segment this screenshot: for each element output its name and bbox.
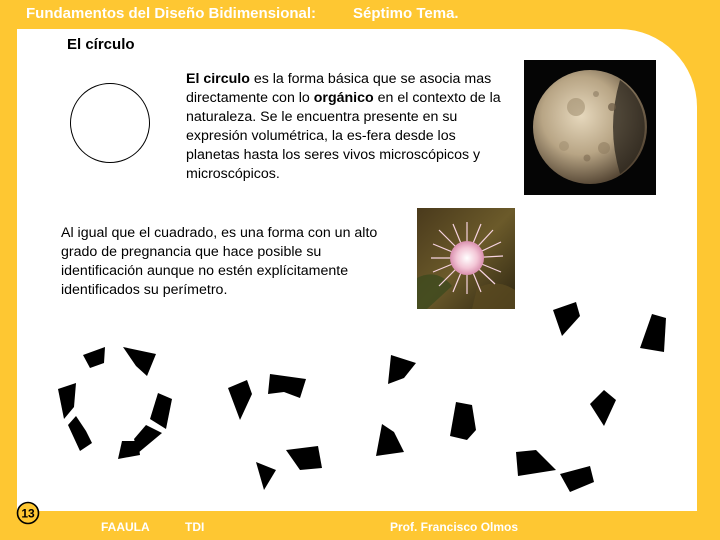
- fragmented-circle-3: [376, 355, 476, 456]
- pregnancy-paragraph: Al igual que el cuadrado, es una forma con un alto grado de pregnancia que hace posible su identificación aunque no estén explícitamente identificados su perímetro.: [61, 225, 378, 298]
- intro-text-b: en el contexto de la naturaleza. Se le encuentra presente en su expresión volumétrica, la es-fera desde los planetas hasta los seres vivos microscópicos y microscópicos.: [186, 90, 501, 182]
- footer-professor: Prof. Francisco Olmos: [390, 520, 519, 534]
- page-number-badge: [16, 501, 40, 525]
- term-circle: El circulo: [186, 71, 250, 87]
- topic-title: Séptimo Tema.: [353, 5, 459, 22]
- fragmented-circle-1: [58, 347, 172, 459]
- intro-text-a: es la forma básica que se asocia mas directamente con lo: [186, 71, 492, 106]
- footer-unit: TDI: [185, 520, 205, 534]
- fragmented-circle-4: [516, 302, 666, 492]
- page-number: 13: [21, 506, 35, 521]
- fragmented-circle-2: [228, 374, 322, 490]
- slide-title: El círculo: [67, 36, 135, 53]
- course-title: Fundamentos del Diseño Bidimensional:: [26, 5, 317, 22]
- footer-institution: FAAULA: [101, 520, 150, 534]
- term-organic: orgánico: [313, 90, 374, 106]
